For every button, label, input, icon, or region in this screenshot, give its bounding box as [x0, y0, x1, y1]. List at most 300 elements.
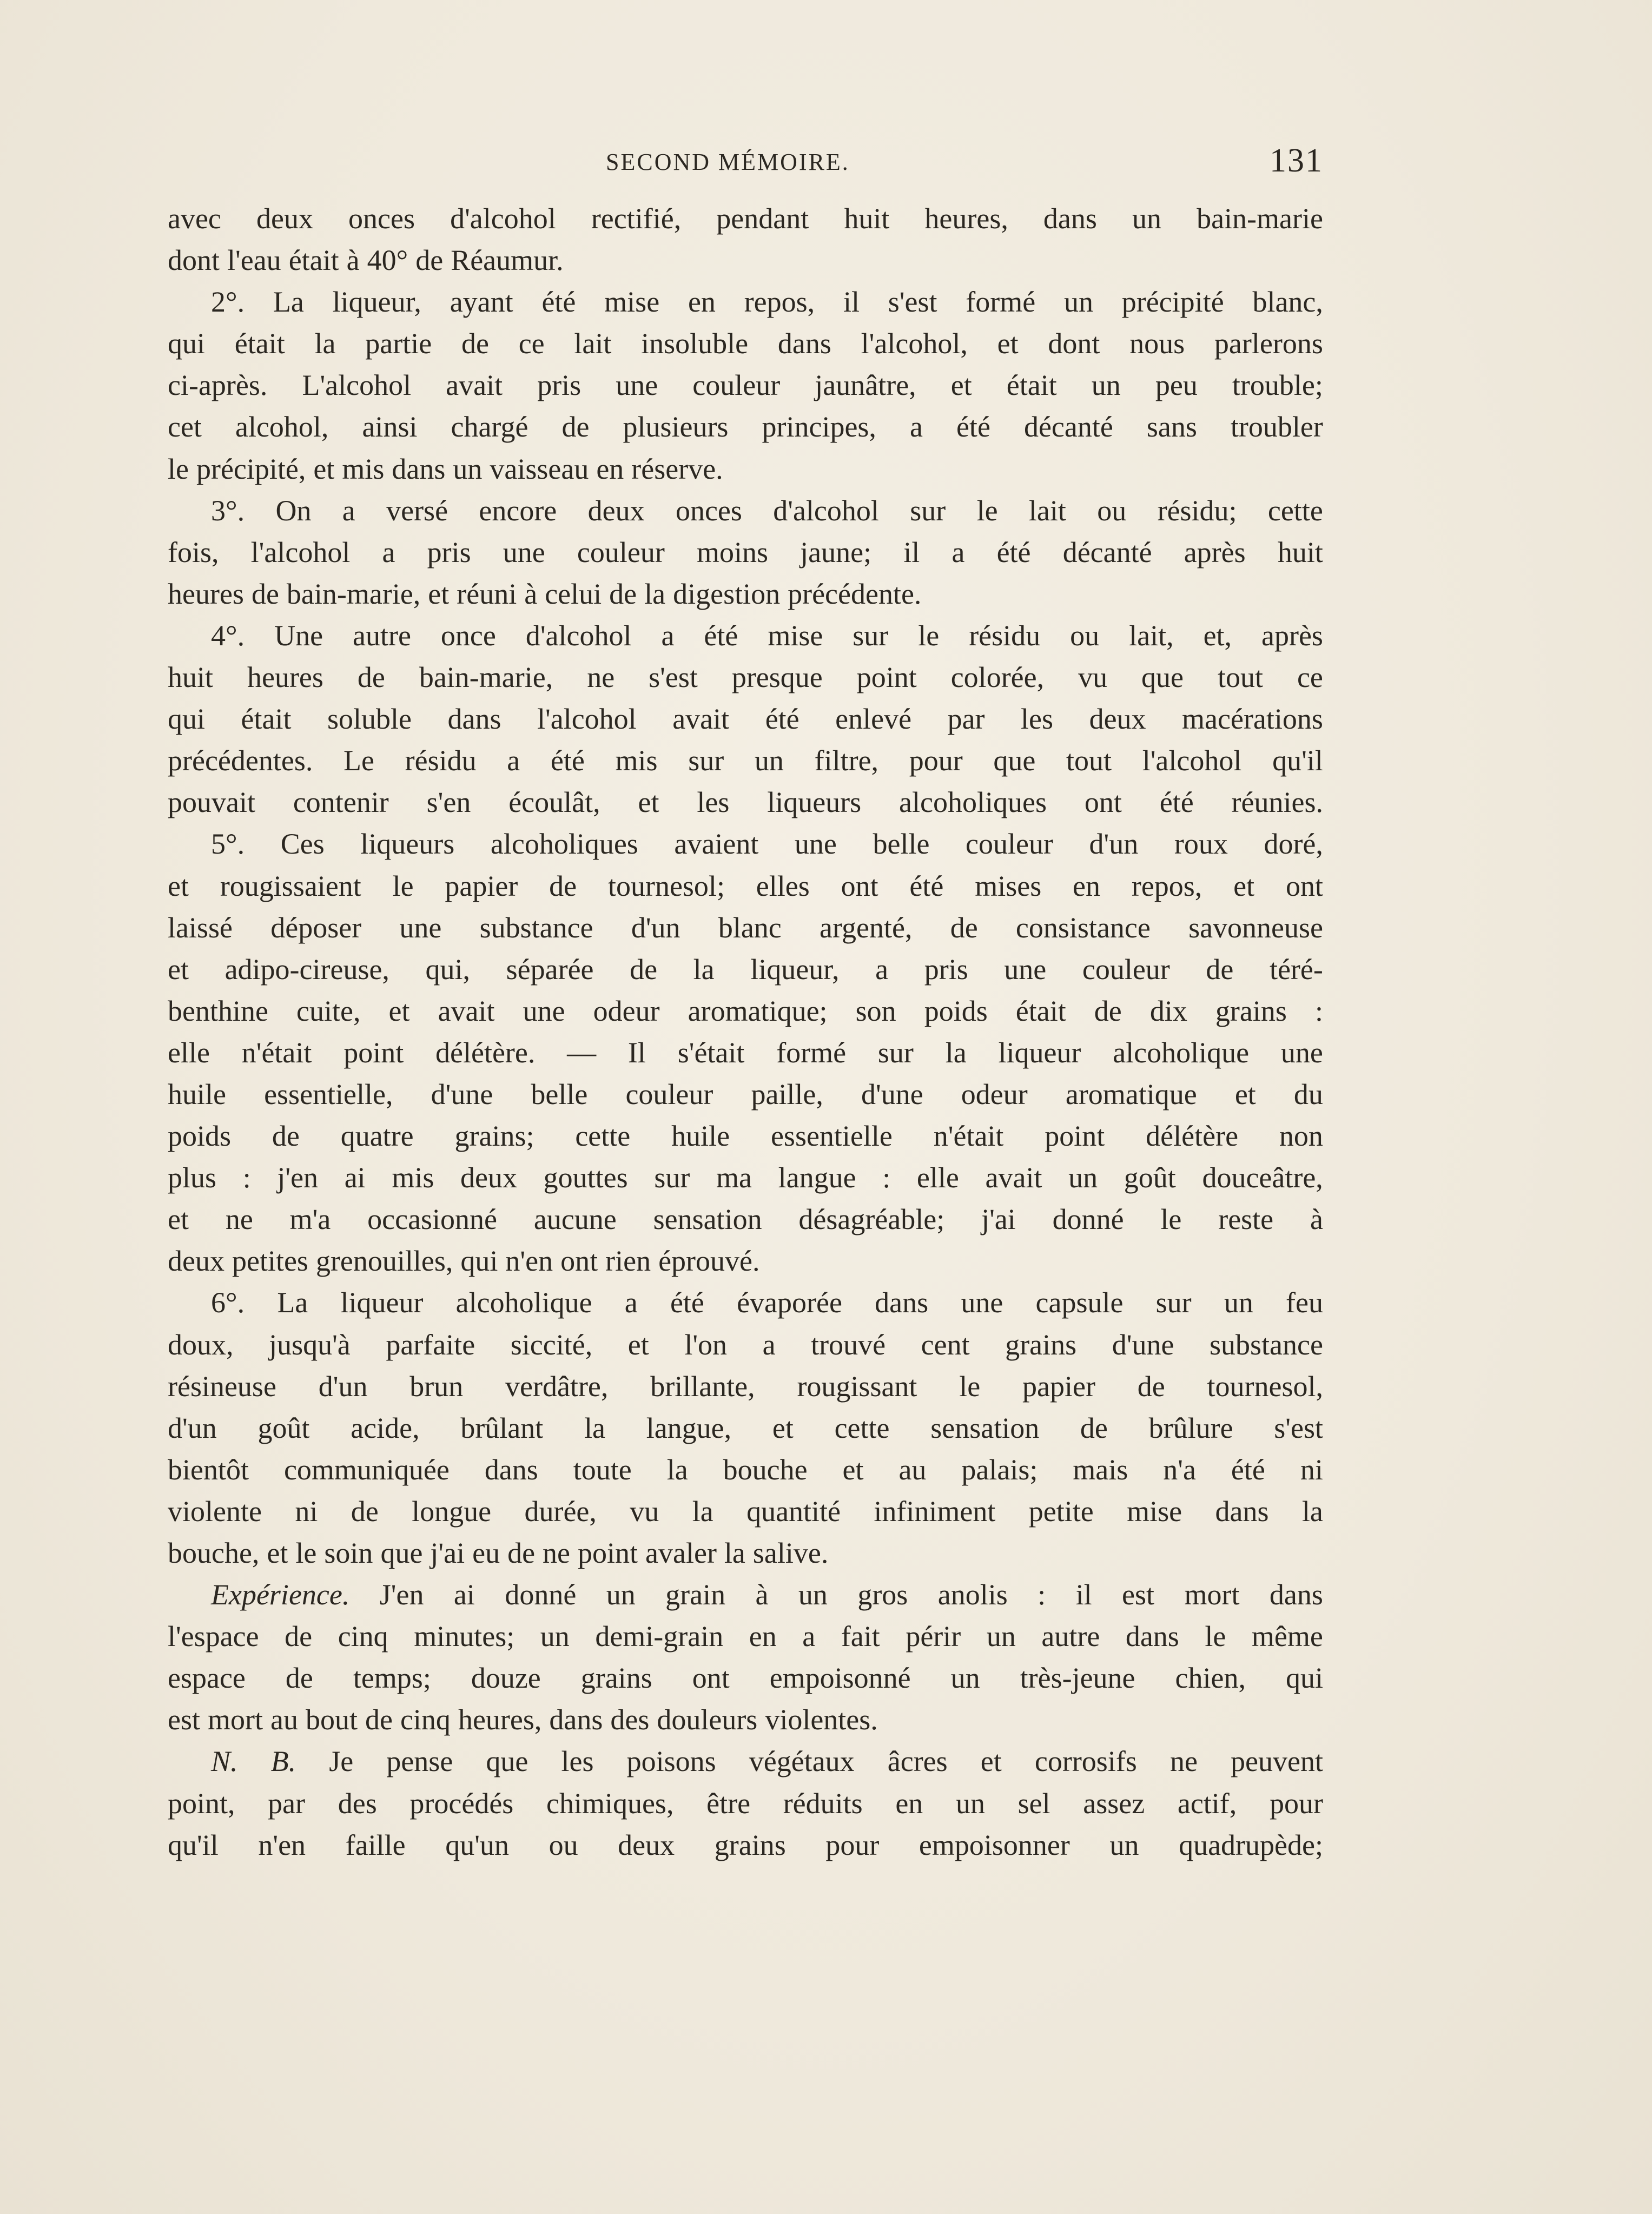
word: trouvé	[811, 1328, 886, 1361]
word: à	[524, 577, 538, 610]
word: moins	[696, 536, 769, 569]
word: de	[507, 1537, 536, 1569]
word: douceâtre,	[1202, 1161, 1323, 1194]
word: vu	[630, 1495, 659, 1528]
word: rougissant	[797, 1370, 917, 1403]
word: un	[1068, 1161, 1098, 1194]
word: La	[273, 286, 304, 319]
word: huile	[168, 1078, 226, 1111]
word: macérations	[1182, 703, 1323, 736]
word: ont	[841, 869, 878, 902]
word: l'espace	[168, 1620, 259, 1653]
word: précipité	[1121, 286, 1224, 319]
word: qui	[460, 1245, 498, 1278]
word: avaient	[674, 828, 759, 861]
word: l'eau	[227, 244, 281, 277]
word: un	[754, 744, 784, 777]
word: cette	[575, 1120, 631, 1153]
word: formé	[966, 286, 1036, 319]
word: point,	[168, 1787, 235, 1820]
word: reste	[1218, 1203, 1274, 1236]
word: sans	[1146, 411, 1197, 444]
word: cette	[1267, 494, 1323, 527]
word: deux	[168, 1245, 224, 1278]
word: au	[270, 1703, 298, 1736]
word: heures	[247, 661, 323, 694]
word: cinq	[400, 1703, 451, 1736]
word: au	[898, 1453, 927, 1486]
word: Il	[627, 1036, 646, 1069]
word: de	[549, 869, 577, 902]
word: son	[855, 994, 896, 1027]
word: un	[955, 1787, 985, 1820]
word: un	[1132, 202, 1161, 235]
word: et,	[1203, 619, 1232, 652]
word: odeur	[961, 1078, 1028, 1111]
word: d'alcohol	[450, 202, 556, 235]
word: bout	[305, 1703, 358, 1736]
word: once	[440, 619, 496, 652]
word: ou	[549, 1828, 578, 1861]
word: peu	[1155, 369, 1198, 402]
word: anolis	[937, 1578, 1008, 1611]
word: la	[584, 1411, 605, 1444]
word: une	[503, 536, 545, 569]
word: une	[961, 1286, 1003, 1319]
word: jaune;	[800, 536, 872, 569]
word: la	[314, 327, 336, 360]
word: en	[895, 1787, 923, 1820]
word: aromatique	[1065, 1078, 1197, 1111]
word: à	[1310, 1203, 1323, 1236]
word: peuvent	[1231, 1745, 1323, 1778]
word: durée,	[524, 1495, 597, 1528]
word: sur	[654, 1161, 690, 1194]
word: après	[1261, 619, 1323, 652]
word: petites	[232, 1245, 308, 1278]
word: deux	[587, 494, 645, 527]
word: s'est	[649, 661, 698, 694]
word: ou	[1070, 619, 1100, 652]
word: la	[945, 1036, 967, 1069]
word: 40°	[367, 244, 408, 277]
text-line	[168, 1449, 1323, 1491]
word: pris	[924, 953, 968, 986]
word: huit	[168, 661, 214, 694]
word: avec	[168, 202, 221, 235]
word: mis	[392, 1161, 434, 1194]
word: n'a	[1163, 1453, 1196, 1486]
word: avait	[438, 994, 495, 1027]
word: a	[875, 953, 889, 986]
word: âcres	[887, 1745, 948, 1778]
word: été	[1159, 786, 1194, 819]
word: d'alcohol	[773, 494, 879, 527]
word: L'alcohol	[302, 369, 412, 402]
word: alcoholique	[1113, 1036, 1250, 1069]
running-title: SECOND MÉMOIRE.	[606, 149, 850, 175]
text-line	[168, 1699, 1323, 1741]
word: précédente.	[788, 577, 922, 610]
word: quatre	[340, 1120, 414, 1153]
word: n'en	[505, 1245, 553, 1278]
word: ont	[1285, 869, 1323, 902]
word: la	[724, 1537, 745, 1569]
word: été	[670, 1286, 704, 1319]
word: a	[762, 1328, 776, 1361]
word: mise	[604, 286, 660, 319]
word: parfaite	[386, 1328, 475, 1361]
text-line	[168, 1616, 1323, 1657]
word: odeur	[593, 994, 660, 1027]
word: n'en	[258, 1828, 306, 1861]
word: ni	[1300, 1453, 1323, 1486]
text-line	[168, 1240, 1323, 1282]
word: et	[627, 1328, 649, 1361]
word: consistance	[1015, 911, 1151, 944]
word: toute	[573, 1453, 632, 1486]
word: sur	[853, 619, 889, 652]
word: dans	[447, 703, 501, 736]
word: ne	[587, 661, 615, 694]
text-line	[168, 1491, 1323, 1532]
word: huit	[1277, 536, 1323, 569]
word: résidu	[405, 744, 477, 777]
text-line	[168, 1741, 1323, 1782]
word: heures	[168, 577, 244, 610]
word: était	[234, 327, 285, 360]
word: le	[295, 1537, 317, 1569]
word: quadrupède;	[1179, 1828, 1323, 1861]
word: :	[242, 1161, 251, 1194]
word: a	[342, 494, 355, 527]
word: un	[606, 1578, 636, 1611]
word: point	[856, 661, 917, 694]
word: et	[313, 452, 335, 485]
word: ne	[543, 1537, 571, 1569]
word: un	[540, 1620, 570, 1653]
word: procédés	[409, 1787, 514, 1820]
word: brun	[409, 1370, 464, 1403]
word: colorée,	[950, 661, 1045, 694]
word: déposer	[270, 911, 362, 944]
word: était	[288, 244, 339, 277]
word: d'un	[168, 1411, 217, 1444]
word: :	[1314, 994, 1323, 1027]
word: à	[346, 244, 360, 277]
word: a	[802, 1620, 816, 1653]
word: elles	[756, 869, 810, 902]
word: qu'il	[168, 1828, 219, 1861]
word: 6°.	[211, 1286, 245, 1319]
word: dans	[1125, 1620, 1179, 1653]
word: poisons	[626, 1745, 716, 1778]
word: pris	[537, 369, 581, 402]
word: sur	[1155, 1286, 1192, 1319]
word: pour	[1269, 1787, 1323, 1820]
word: cinq	[338, 1620, 388, 1653]
word: point	[343, 1036, 404, 1069]
word: B.	[270, 1745, 296, 1778]
word: contenir	[293, 786, 389, 819]
word: précipité,	[196, 452, 306, 485]
word: qu'un	[445, 1828, 509, 1861]
word: grains	[580, 1662, 652, 1695]
text-line	[168, 657, 1323, 698]
word: de	[251, 577, 279, 610]
word: vu	[1078, 661, 1108, 694]
word: de	[285, 1620, 313, 1653]
word: sensation	[653, 1203, 762, 1236]
word: 5°.	[211, 828, 245, 861]
word: est	[1122, 1578, 1155, 1611]
word: couleur	[577, 536, 665, 569]
word: bouche	[723, 1453, 808, 1486]
text-line	[168, 1574, 1323, 1616]
word: formé	[776, 1036, 847, 1069]
word: goût	[257, 1411, 310, 1444]
word: mis	[615, 744, 658, 777]
word: —	[567, 1036, 597, 1069]
word: dans	[1043, 202, 1097, 235]
word: mis	[342, 452, 385, 485]
word: un	[1091, 369, 1121, 402]
word: très-jeune	[1020, 1662, 1135, 1695]
word: en	[1073, 869, 1101, 902]
word: une	[1004, 953, 1047, 986]
word: rectifié,	[591, 202, 682, 235]
word: de	[285, 1662, 313, 1695]
word: par	[268, 1787, 306, 1820]
word: principes,	[762, 411, 876, 444]
word: palais;	[961, 1453, 1038, 1486]
word: grains	[714, 1828, 786, 1861]
word: belle	[873, 828, 930, 861]
word: été	[765, 703, 799, 736]
word: celui	[545, 577, 602, 610]
word: a	[382, 536, 395, 569]
word: demi-grain	[595, 1620, 724, 1653]
word: :	[1038, 1578, 1046, 1611]
word: ci-après.	[168, 369, 268, 402]
word: d'alcohol	[525, 619, 632, 652]
word: pouvait	[168, 786, 255, 819]
word: liqueur,	[750, 953, 840, 986]
word: écoulât,	[508, 786, 600, 819]
word: la	[692, 1495, 713, 1528]
word: rougissaient	[220, 869, 361, 902]
word: dans	[484, 1453, 538, 1486]
word: été	[541, 286, 576, 319]
word: pris	[427, 536, 471, 569]
word: a	[661, 619, 675, 652]
word: un	[986, 1620, 1016, 1653]
word: poids	[924, 994, 988, 1027]
word: n'était	[241, 1036, 312, 1069]
word: s'est	[1274, 1411, 1323, 1444]
word: paille,	[751, 1078, 823, 1111]
word: un	[798, 1578, 828, 1611]
word: lait	[1028, 494, 1066, 527]
word: s'est	[888, 286, 937, 319]
word: jaunâtre,	[815, 369, 916, 402]
word: N.	[211, 1745, 238, 1778]
word: dans	[549, 1703, 603, 1736]
word: onces	[675, 494, 742, 527]
word: les	[561, 1745, 594, 1778]
word: trouble;	[1232, 369, 1323, 402]
text-line	[168, 1657, 1323, 1699]
word: couleur	[966, 828, 1053, 861]
word: décanté	[1062, 536, 1152, 569]
word: onces	[348, 202, 415, 235]
word: et	[168, 1203, 189, 1236]
word: dix	[1149, 994, 1187, 1027]
word: Le	[343, 744, 374, 777]
word: digestion	[673, 577, 781, 610]
text-line	[168, 532, 1323, 573]
word: en	[749, 1620, 777, 1653]
word: brûlure	[1148, 1411, 1233, 1444]
word: le	[1205, 1620, 1226, 1653]
word: soin	[324, 1537, 373, 1569]
word: Je	[329, 1745, 354, 1778]
word: avait	[446, 369, 503, 402]
word: substance	[479, 911, 593, 944]
word: d'une	[1112, 1328, 1174, 1361]
word: liqueur	[998, 1036, 1081, 1069]
word: essentielle,	[264, 1078, 393, 1111]
word: résineuse	[168, 1370, 276, 1403]
word: plus	[168, 1161, 217, 1194]
word: de	[1080, 1411, 1108, 1444]
word: 2°.	[211, 286, 245, 319]
word: et	[1233, 869, 1255, 902]
text-line	[168, 1783, 1323, 1825]
word: d'un	[631, 911, 680, 944]
word: fait	[841, 1620, 880, 1653]
word: l'alcohol	[537, 703, 637, 736]
word: a	[507, 744, 520, 777]
word: benthine	[168, 994, 268, 1027]
word: ont	[1084, 786, 1122, 819]
word: papier	[445, 869, 518, 902]
word: dans	[777, 327, 831, 360]
word: une	[399, 911, 442, 944]
word: fois,	[168, 536, 219, 569]
word: brillante,	[650, 1370, 755, 1403]
word: à	[755, 1578, 769, 1611]
word: d'un	[1089, 828, 1139, 861]
word: téré-	[1269, 953, 1323, 986]
word: tout	[1066, 744, 1112, 777]
page-number: 131	[1270, 142, 1323, 179]
word: tournesol,	[1207, 1370, 1323, 1403]
word: été	[956, 411, 990, 444]
word: pendant	[716, 202, 809, 235]
text-line	[168, 406, 1323, 448]
word: sur	[877, 1036, 914, 1069]
word: gouttes	[543, 1161, 628, 1194]
word: ce	[1297, 661, 1323, 694]
word: mort	[208, 1703, 263, 1736]
word: ayant	[450, 286, 513, 319]
word: il	[843, 286, 860, 319]
text-line	[168, 1366, 1323, 1407]
word: en	[596, 452, 624, 485]
word: et	[388, 994, 410, 1027]
word: la	[666, 1453, 688, 1486]
word: été	[550, 744, 585, 777]
word: deux	[256, 202, 313, 235]
word: alcoholique	[455, 1286, 592, 1319]
word: et	[772, 1411, 794, 1444]
word: ont	[692, 1662, 730, 1695]
word: gros	[857, 1578, 908, 1611]
text-line	[168, 1282, 1323, 1324]
word: s'était	[677, 1036, 745, 1069]
word: ni	[295, 1495, 318, 1528]
word: une	[794, 828, 837, 861]
word: le	[959, 1370, 981, 1403]
text-line	[168, 823, 1323, 865]
word: non	[1279, 1120, 1323, 1153]
word: grains;	[454, 1120, 534, 1153]
word: réuni	[457, 577, 517, 610]
word: l'alcohol	[1142, 744, 1242, 777]
text-line	[168, 1199, 1323, 1240]
word: couleur	[1082, 953, 1170, 986]
word: bain-marie,	[419, 661, 553, 694]
word: végétaux	[749, 1745, 855, 1778]
word: vaisseau	[490, 452, 589, 485]
word: alcoholiques	[899, 786, 1047, 819]
word: rien	[605, 1245, 651, 1278]
word: cette	[834, 1411, 890, 1444]
word: de	[461, 327, 489, 360]
word: par	[947, 703, 985, 736]
word: n'était	[933, 1120, 1004, 1153]
word: l'alcohol,	[861, 327, 968, 360]
word: savonneuse	[1188, 911, 1323, 944]
word: violente	[168, 1495, 262, 1528]
word: Une	[274, 619, 323, 652]
word: que	[380, 1537, 423, 1569]
word: avait	[672, 703, 730, 736]
word: il	[903, 536, 920, 569]
word: liqueur,	[332, 286, 421, 319]
text-line	[168, 615, 1323, 657]
word: délétère	[1146, 1120, 1239, 1153]
word: réserve.	[631, 452, 723, 485]
word: langue,	[646, 1411, 732, 1444]
word: minutes;	[414, 1620, 515, 1653]
word: des	[338, 1787, 377, 1820]
word: faille	[345, 1828, 406, 1861]
text-line	[168, 281, 1323, 323]
word: dans	[392, 452, 446, 485]
word: de	[1094, 994, 1122, 1027]
word: cuite,	[296, 994, 361, 1027]
word: résidu	[969, 619, 1041, 652]
word: et	[1234, 1078, 1256, 1111]
word: repos,	[1131, 869, 1202, 902]
word: autre	[1041, 1620, 1100, 1653]
word: il	[1075, 1578, 1092, 1611]
word: repos,	[744, 286, 815, 319]
text-line	[168, 198, 1323, 240]
text-line	[168, 490, 1323, 532]
